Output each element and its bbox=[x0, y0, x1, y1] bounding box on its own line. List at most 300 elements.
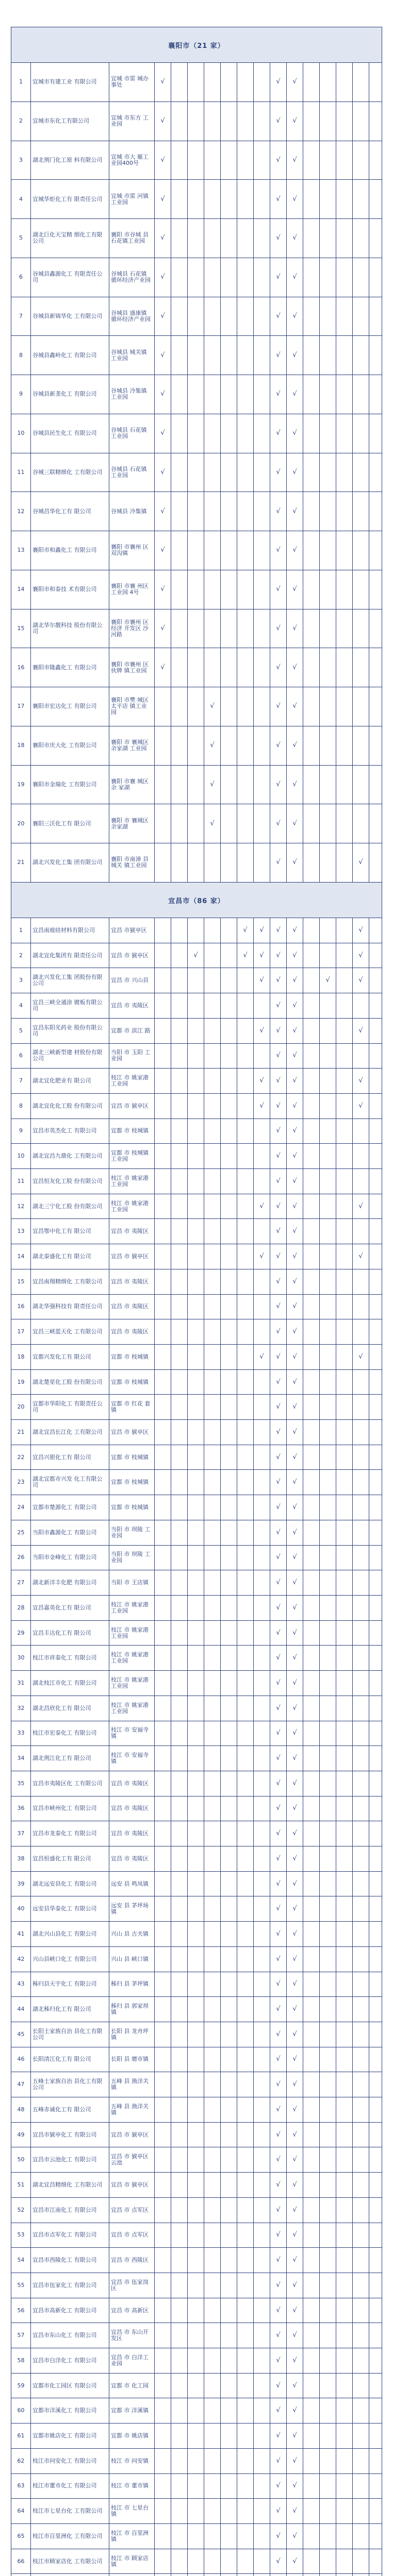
check-mark-cell bbox=[369, 843, 382, 883]
check-mark-cell bbox=[171, 297, 188, 336]
check-mark-cell bbox=[320, 1545, 336, 1570]
check-mark-cell bbox=[188, 1344, 204, 1369]
check-mark-cell bbox=[188, 765, 204, 804]
check-mark-cell bbox=[336, 1671, 353, 1696]
check-mark-cell bbox=[336, 1721, 353, 1746]
check-mark-cell: √ bbox=[287, 1545, 303, 1570]
check-mark-cell bbox=[353, 1219, 369, 1244]
check-mark-cell bbox=[320, 2197, 336, 2223]
check-mark-cell bbox=[303, 2524, 320, 2549]
table-row bbox=[11, 2022, 382, 2047]
check-mark-cell bbox=[336, 1369, 353, 1395]
check-mark-cell bbox=[188, 918, 204, 943]
check-mark-cell: √ bbox=[270, 1721, 287, 1746]
check-mark-cell: √ bbox=[254, 1069, 270, 1094]
check-mark-cell bbox=[353, 1319, 369, 1345]
table-row bbox=[11, 1821, 382, 1846]
check-mark-cell bbox=[336, 2197, 353, 2223]
check-mark-cell bbox=[221, 2147, 237, 2173]
check-mark-cell bbox=[188, 2298, 204, 2323]
check-mark-cell: √ bbox=[287, 1721, 303, 1746]
check-mark-cell: √ bbox=[270, 531, 287, 570]
company-address: 远安 县 茅坪场镇 bbox=[109, 1896, 155, 1922]
check-mark-cell bbox=[204, 2574, 221, 2576]
check-mark-cell bbox=[155, 1495, 171, 1520]
check-mark-cell bbox=[320, 765, 336, 804]
check-mark-cell bbox=[221, 2122, 237, 2147]
company-name: 长阳清江化工有 限公司 bbox=[31, 2047, 109, 2072]
check-mark-cell bbox=[369, 2398, 382, 2424]
check-mark-cell bbox=[353, 1294, 369, 1319]
check-mark-cell bbox=[303, 1620, 320, 1646]
check-mark-cell bbox=[353, 2022, 369, 2047]
check-mark-cell: √ bbox=[270, 1344, 287, 1369]
check-mark-cell bbox=[303, 2097, 320, 2123]
check-mark-cell bbox=[369, 1344, 382, 1369]
check-mark-cell bbox=[254, 2097, 270, 2123]
company-address: 宜昌 市 夷陵区 bbox=[109, 1796, 155, 1821]
check-mark-cell bbox=[336, 1169, 353, 1194]
check-mark-cell bbox=[171, 2549, 188, 2574]
check-mark-cell: √ bbox=[270, 1696, 287, 1721]
check-mark-cell: √ bbox=[287, 1269, 303, 1294]
check-mark-cell bbox=[188, 1896, 204, 1922]
check-mark-cell bbox=[369, 1445, 382, 1470]
check-mark-cell bbox=[237, 1972, 254, 1997]
check-mark-cell: √ bbox=[287, 2147, 303, 2173]
check-mark-cell bbox=[254, 2398, 270, 2424]
check-mark-cell bbox=[336, 1495, 353, 1520]
check-mark-cell bbox=[369, 570, 382, 609]
table-row bbox=[11, 258, 382, 297]
check-mark-cell bbox=[155, 1294, 171, 1319]
check-mark-cell bbox=[221, 375, 237, 414]
check-mark-cell bbox=[155, 2574, 171, 2576]
row-number: 65 bbox=[11, 2524, 31, 2549]
check-mark-cell bbox=[221, 1194, 237, 1219]
company-name bbox=[31, 2574, 109, 2576]
check-mark-cell bbox=[369, 1194, 382, 1219]
check-mark-cell bbox=[171, 1369, 188, 1395]
check-mark-cell bbox=[303, 1093, 320, 1118]
check-mark-cell: √ bbox=[270, 2122, 287, 2147]
check-mark-cell bbox=[171, 1445, 188, 1470]
check-mark-cell bbox=[155, 2173, 171, 2198]
check-mark-cell bbox=[369, 1093, 382, 1118]
check-mark-cell bbox=[221, 1721, 237, 1746]
check-mark-cell bbox=[171, 1671, 188, 1696]
check-mark-cell bbox=[188, 1420, 204, 1445]
check-mark-cell bbox=[237, 1018, 254, 1043]
check-mark-cell bbox=[221, 1746, 237, 1771]
check-mark-cell bbox=[336, 1093, 353, 1118]
check-mark-cell bbox=[171, 1093, 188, 1118]
company-address: 当阳 市 王店镇 bbox=[109, 1570, 155, 1596]
check-mark-cell bbox=[353, 2298, 369, 2323]
table-row bbox=[11, 2173, 382, 2198]
check-mark-cell bbox=[188, 2499, 204, 2524]
check-mark-cell bbox=[221, 1344, 237, 1369]
check-mark-cell: √ bbox=[287, 1896, 303, 1922]
company-address: 襄阳 市樊 城区 太平店 镇工业 园 bbox=[109, 687, 155, 726]
row-number: 54 bbox=[11, 2248, 31, 2273]
check-mark-cell bbox=[254, 1997, 270, 2022]
check-mark-cell bbox=[221, 492, 237, 531]
check-mark-cell bbox=[188, 687, 204, 726]
check-mark-cell bbox=[155, 1997, 171, 2022]
check-mark-cell bbox=[237, 1445, 254, 1470]
row-number: 45 bbox=[11, 2022, 31, 2047]
company-address: 远安 县 鸣凤镇 bbox=[109, 1871, 155, 1896]
check-mark-cell bbox=[237, 1997, 254, 2022]
table-row bbox=[11, 2398, 382, 2424]
check-mark-cell bbox=[254, 2373, 270, 2398]
check-mark-cell bbox=[254, 297, 270, 336]
check-mark-cell bbox=[303, 1144, 320, 1169]
check-mark-cell bbox=[320, 1520, 336, 1545]
check-mark-cell bbox=[155, 1369, 171, 1395]
check-mark-cell bbox=[353, 1972, 369, 1997]
check-mark-cell bbox=[369, 2574, 382, 2576]
row-number: 58 bbox=[11, 2348, 31, 2374]
check-mark-cell bbox=[353, 2273, 369, 2298]
row-number: 21 bbox=[11, 843, 31, 883]
table-row bbox=[11, 1896, 382, 1922]
row-number: 49 bbox=[11, 2122, 31, 2147]
check-mark-cell bbox=[369, 2173, 382, 2198]
check-mark-cell bbox=[204, 1796, 221, 1821]
check-mark-cell bbox=[204, 1896, 221, 1922]
check-mark-cell bbox=[336, 1696, 353, 1721]
check-mark-cell bbox=[254, 1646, 270, 1671]
check-mark-cell bbox=[237, 1871, 254, 1896]
check-mark-cell bbox=[320, 1721, 336, 1746]
company-name: 宜昌恒盛化工有 限公司 bbox=[31, 1846, 109, 1872]
check-mark-cell bbox=[369, 918, 382, 943]
company-address: 枝江 市 姚家港 工业园 bbox=[109, 1194, 155, 1219]
check-mark-cell bbox=[188, 180, 204, 219]
check-mark-cell bbox=[303, 1169, 320, 1194]
company-address: 宜昌 市 西陵区 bbox=[109, 2248, 155, 2273]
check-mark-cell bbox=[353, 2248, 369, 2273]
check-mark-cell bbox=[353, 258, 369, 297]
check-mark-cell bbox=[369, 1721, 382, 1746]
company-name: 襄阳三沃化工有 限公司 bbox=[31, 804, 109, 843]
check-mark-cell bbox=[188, 1369, 204, 1395]
check-mark-cell bbox=[320, 2072, 336, 2097]
check-mark-cell bbox=[303, 2398, 320, 2424]
check-mark-cell bbox=[369, 1796, 382, 1821]
check-mark-cell bbox=[171, 1871, 188, 1896]
table-row bbox=[11, 414, 382, 453]
check-mark-cell bbox=[155, 918, 171, 943]
company-address: 宜都 市 枝城镇 bbox=[109, 1118, 155, 1144]
check-mark-cell bbox=[320, 2248, 336, 2273]
check-mark-cell bbox=[336, 2473, 353, 2499]
check-mark-cell bbox=[303, 843, 320, 883]
check-mark-cell bbox=[369, 2323, 382, 2348]
check-mark-cell bbox=[369, 2047, 382, 2072]
check-mark-cell bbox=[204, 1420, 221, 1445]
check-mark-cell bbox=[369, 2197, 382, 2223]
check-mark-cell bbox=[320, 2173, 336, 2198]
company-name: 谷城三联精细化 工有限公司 bbox=[31, 453, 109, 492]
check-mark-cell bbox=[254, 609, 270, 648]
check-mark-cell bbox=[320, 1696, 336, 1721]
table-row bbox=[11, 2499, 382, 2524]
company-name: 当阳市金峰化工 有限公司 bbox=[31, 1545, 109, 1570]
check-mark-cell bbox=[171, 2424, 188, 2449]
check-mark-cell bbox=[369, 1946, 382, 1972]
check-mark-cell bbox=[353, 1771, 369, 1796]
check-mark-cell bbox=[237, 336, 254, 375]
check-mark-cell bbox=[204, 297, 221, 336]
check-mark-cell: √ bbox=[287, 968, 303, 993]
check-mark-cell bbox=[320, 2499, 336, 2524]
table-row bbox=[11, 2323, 382, 2348]
check-mark-cell bbox=[287, 2574, 303, 2576]
check-mark-cell bbox=[320, 2448, 336, 2473]
check-mark-cell bbox=[369, 1545, 382, 1570]
row-number: 2 bbox=[11, 943, 31, 968]
company-name: 湖北三宁化工股 份有限公司 bbox=[31, 1194, 109, 1219]
check-mark-cell bbox=[221, 1118, 237, 1144]
check-mark-cell: √ bbox=[155, 219, 171, 258]
company-name: 襄阳市隆鑫化工 有限公司 bbox=[31, 648, 109, 687]
company-address: 枝江 市 问安镇 bbox=[109, 2448, 155, 2473]
check-mark-cell bbox=[171, 2499, 188, 2524]
check-mark-cell: √ bbox=[287, 1344, 303, 1369]
check-mark-cell bbox=[171, 258, 188, 297]
company-name: 宜昌鄂中化工有 限公司 bbox=[31, 1219, 109, 1244]
check-mark-cell bbox=[188, 2147, 204, 2173]
check-mark-cell bbox=[254, 765, 270, 804]
check-mark-cell bbox=[171, 1169, 188, 1194]
check-mark-cell bbox=[237, 1093, 254, 1118]
check-mark-cell bbox=[155, 1194, 171, 1219]
check-mark-cell bbox=[237, 1420, 254, 1445]
company-name: 枝江市问安化工 有限公司 bbox=[31, 2448, 109, 2473]
check-mark-cell bbox=[369, 943, 382, 968]
check-mark-cell bbox=[303, 1470, 320, 1495]
check-mark-cell bbox=[353, 2398, 369, 2424]
check-mark-cell bbox=[303, 687, 320, 726]
table-row bbox=[11, 1972, 382, 1997]
company-address: 谷城县 石花镇 工业园 bbox=[109, 414, 155, 453]
table-row bbox=[11, 918, 382, 943]
check-mark-cell bbox=[155, 2047, 171, 2072]
table-row bbox=[11, 2424, 382, 2449]
check-mark-cell bbox=[237, 2298, 254, 2323]
check-mark-cell bbox=[155, 1244, 171, 1269]
check-mark-cell bbox=[336, 1269, 353, 1294]
check-mark-cell bbox=[254, 375, 270, 414]
check-mark-cell bbox=[171, 765, 188, 804]
check-mark-cell: √ bbox=[287, 258, 303, 297]
check-mark-cell bbox=[353, 1821, 369, 1846]
check-mark-cell bbox=[204, 101, 221, 141]
check-mark-cell bbox=[320, 1093, 336, 1118]
company-address: 宜昌 市 猇亭区 bbox=[109, 1420, 155, 1445]
check-mark-cell bbox=[171, 993, 188, 1019]
table-row bbox=[11, 2047, 382, 2072]
company-address: 宜城 市大 雁工业园400号 bbox=[109, 141, 155, 180]
check-mark-cell: √ bbox=[270, 2147, 287, 2173]
company-address: 宜都 市 洋溪镇 bbox=[109, 2398, 155, 2424]
check-mark-cell bbox=[254, 1620, 270, 1646]
check-mark-cell bbox=[303, 918, 320, 943]
check-mark-cell bbox=[303, 2072, 320, 2097]
table-row bbox=[11, 1069, 382, 1094]
company-address: 宜昌 市 猇亭区 bbox=[109, 2173, 155, 2198]
check-mark-cell bbox=[171, 1646, 188, 1671]
row-number: 18 bbox=[11, 1344, 31, 1369]
check-mark-cell bbox=[353, 414, 369, 453]
check-mark-cell bbox=[237, 2047, 254, 2072]
check-mark-cell bbox=[221, 101, 237, 141]
check-mark-cell: √ bbox=[270, 726, 287, 765]
check-mark-cell: √ bbox=[270, 2197, 287, 2223]
check-mark-cell: √ bbox=[353, 968, 369, 993]
company-name: 宜昌丰达化工有 限公司 bbox=[31, 1620, 109, 1646]
check-mark-cell bbox=[303, 63, 320, 102]
check-mark-cell bbox=[221, 2072, 237, 2097]
check-mark-cell bbox=[369, 141, 382, 180]
check-mark-cell bbox=[188, 1997, 204, 2022]
check-mark-cell bbox=[221, 2549, 237, 2574]
check-mark-cell bbox=[369, 2248, 382, 2273]
table-row bbox=[11, 968, 382, 993]
check-mark-cell bbox=[303, 1646, 320, 1671]
check-mark-cell bbox=[369, 2524, 382, 2549]
check-mark-cell: √ bbox=[155, 101, 171, 141]
check-mark-cell bbox=[237, 1319, 254, 1345]
check-mark-cell bbox=[369, 1997, 382, 2022]
check-mark-cell bbox=[237, 1219, 254, 1244]
table-row bbox=[11, 1244, 382, 1269]
check-mark-cell bbox=[188, 1093, 204, 1118]
check-mark-cell bbox=[204, 1846, 221, 1872]
check-mark-cell bbox=[254, 1445, 270, 1470]
check-mark-cell bbox=[254, 2549, 270, 2574]
company-name: 襄阳市和鑫化工 有限公司 bbox=[31, 531, 109, 570]
table-row bbox=[11, 2373, 382, 2398]
company-name: 宜昌三峡蓝天化 工有限公司 bbox=[31, 1319, 109, 1345]
check-mark-cell bbox=[221, 1269, 237, 1294]
company-address: 枝江 市 姚家港 工业园 bbox=[109, 1069, 155, 1094]
check-mark-cell bbox=[336, 687, 353, 726]
company-name: 宜昌市云池化工 有限公司 bbox=[31, 2147, 109, 2173]
check-mark-cell bbox=[155, 1646, 171, 1671]
check-mark-cell bbox=[188, 2574, 204, 2576]
company-name: 宜昌恒友化工股 份有限公司 bbox=[31, 1169, 109, 1194]
check-mark-cell bbox=[171, 1194, 188, 1219]
check-mark-cell: √ bbox=[287, 648, 303, 687]
check-mark-cell bbox=[155, 1922, 171, 1947]
check-mark-cell: √ bbox=[287, 2022, 303, 2047]
check-mark-cell: √ bbox=[155, 414, 171, 453]
company-name: 湖北昌欣化工有 限公司 bbox=[31, 1696, 109, 1721]
table-row bbox=[11, 2549, 382, 2574]
check-mark-cell bbox=[303, 2173, 320, 2198]
check-mark-cell bbox=[237, 687, 254, 726]
check-mark-cell bbox=[369, 609, 382, 648]
check-mark-cell bbox=[320, 1470, 336, 1495]
check-mark-cell bbox=[369, 1144, 382, 1169]
check-mark-cell bbox=[336, 2097, 353, 2123]
check-mark-cell bbox=[204, 414, 221, 453]
check-mark-cell bbox=[353, 1671, 369, 1696]
check-mark-cell: √ bbox=[287, 2524, 303, 2549]
check-mark-cell bbox=[171, 687, 188, 726]
check-mark-cell bbox=[369, 2473, 382, 2499]
check-mark-cell bbox=[254, 1746, 270, 1771]
company-name: 当阳市鑫源化工 有限公司 bbox=[31, 1520, 109, 1545]
check-mark-cell bbox=[155, 1545, 171, 1570]
check-mark-cell bbox=[221, 453, 237, 492]
check-mark-cell bbox=[221, 2097, 237, 2123]
check-mark-cell bbox=[320, 648, 336, 687]
check-mark-cell bbox=[204, 531, 221, 570]
check-mark-cell bbox=[353, 1796, 369, 1821]
check-mark-cell bbox=[221, 1946, 237, 1972]
company-address: 当阳 市 坝陵 工业园 bbox=[109, 1520, 155, 1545]
check-mark-cell bbox=[320, 2524, 336, 2549]
check-mark-cell: √ bbox=[270, 1796, 287, 1821]
check-mark-cell bbox=[204, 492, 221, 531]
company-name: 襄阳市宏达化工 有限公司 bbox=[31, 687, 109, 726]
check-mark-cell bbox=[237, 2022, 254, 2047]
company-name: 宜昌市东山化工 有限公司 bbox=[31, 2323, 109, 2348]
check-mark-cell bbox=[221, 2373, 237, 2398]
check-mark-cell bbox=[303, 1721, 320, 1746]
check-mark-cell: √ bbox=[287, 843, 303, 883]
check-mark-cell bbox=[336, 2022, 353, 2047]
row-number: 17 bbox=[11, 687, 31, 726]
company-name: 宜都市华阳化工 有限责任公司 bbox=[31, 1395, 109, 1420]
check-mark-cell bbox=[237, 2323, 254, 2348]
check-mark-cell bbox=[353, 2348, 369, 2374]
check-mark-cell bbox=[221, 609, 237, 648]
check-mark-cell bbox=[155, 1169, 171, 1194]
check-mark-cell bbox=[221, 1796, 237, 1821]
check-mark-cell: √ bbox=[270, 2549, 287, 2574]
check-mark-cell bbox=[303, 375, 320, 414]
check-mark-cell bbox=[237, 2549, 254, 2574]
company-name: 宜昌市点军化工 有限公司 bbox=[31, 2223, 109, 2248]
check-mark-cell bbox=[369, 1646, 382, 1671]
check-mark-cell bbox=[320, 1495, 336, 1520]
check-mark-cell bbox=[221, 1144, 237, 1169]
check-mark-cell bbox=[303, 2223, 320, 2248]
check-mark-cell: √ bbox=[270, 1369, 287, 1395]
check-mark-cell bbox=[221, 1420, 237, 1445]
check-mark-cell bbox=[188, 726, 204, 765]
check-mark-cell bbox=[155, 1093, 171, 1118]
check-mark-cell bbox=[353, 1746, 369, 1771]
table-row bbox=[11, 375, 382, 414]
check-mark-cell bbox=[188, 2248, 204, 2273]
company-name: 宜昌东阳光药业 股份有限公司 bbox=[31, 1018, 109, 1043]
check-mark-cell: √ bbox=[155, 570, 171, 609]
check-mark-cell: √ bbox=[287, 2348, 303, 2374]
check-mark-cell bbox=[188, 1445, 204, 1470]
check-mark-cell bbox=[155, 2348, 171, 2374]
check-mark-cell bbox=[155, 2072, 171, 2097]
check-mark-cell bbox=[188, 336, 204, 375]
check-mark-cell bbox=[369, 1018, 382, 1043]
row-number: 1 bbox=[11, 63, 31, 102]
